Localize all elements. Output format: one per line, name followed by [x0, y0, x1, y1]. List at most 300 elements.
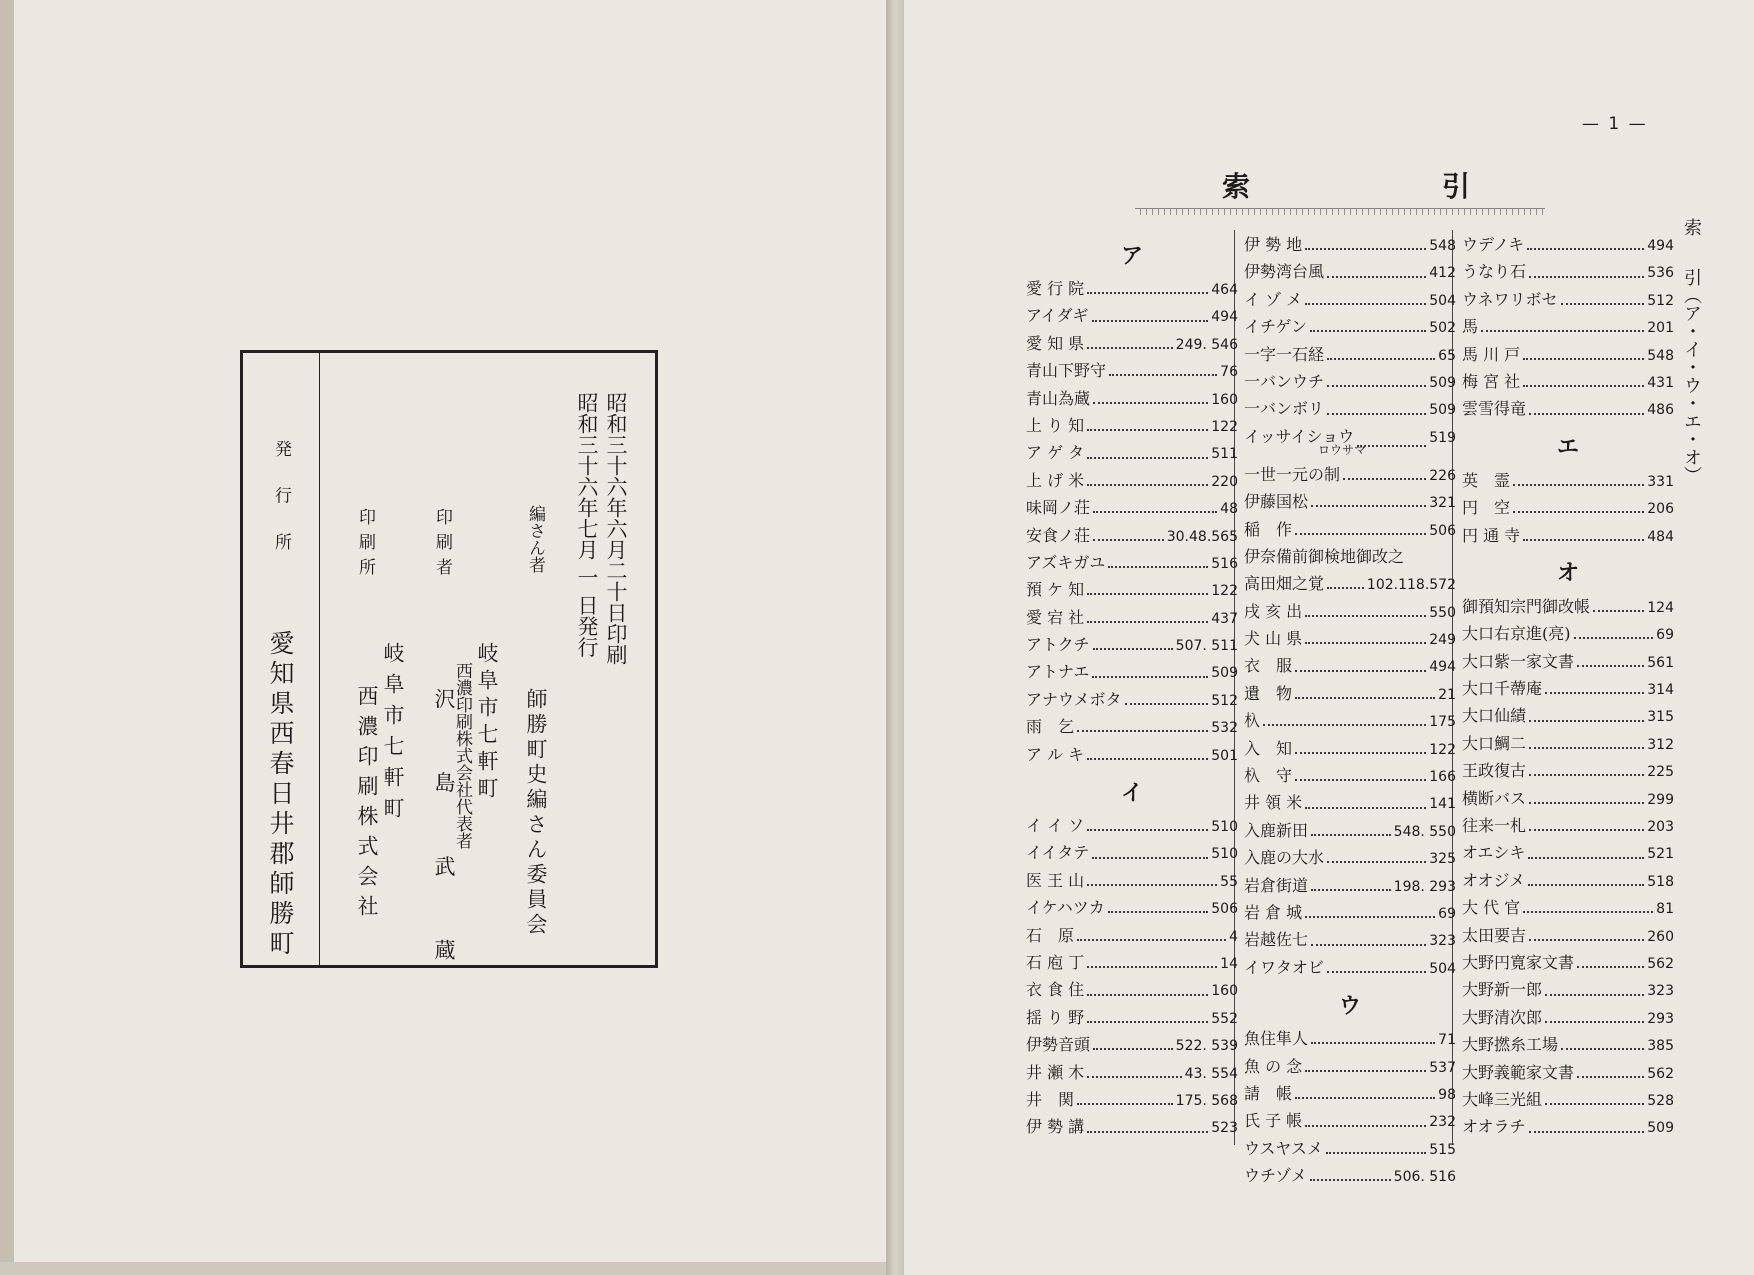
- dot-leader: [1305, 302, 1426, 305]
- dot-leader: [1305, 614, 1426, 617]
- entry-page: 385: [1647, 1038, 1674, 1055]
- entry-page: 206: [1647, 501, 1674, 518]
- entry-term: 犬 山 県: [1244, 629, 1303, 649]
- dot-leader: [1523, 910, 1653, 913]
- index-entry: [1026, 840, 1238, 867]
- dot-leader: [1529, 275, 1644, 278]
- dot-leader: [1087, 1130, 1208, 1133]
- entry-term: 伊奈備前御検地御改之: [1244, 546, 1405, 566]
- entry-term: 井 領 米: [1244, 793, 1303, 813]
- index-entry: [1244, 790, 1456, 817]
- dot-leader: [1093, 1047, 1173, 1050]
- printshop-address: 岐阜市七軒町: [381, 642, 405, 828]
- dot-leader: [1087, 428, 1208, 431]
- entry-page: 4: [1229, 928, 1238, 945]
- entry-page: 76: [1220, 364, 1238, 381]
- dot-leader: [1577, 1075, 1644, 1078]
- dot-leader: [1529, 719, 1644, 722]
- index-entry: [1244, 626, 1456, 653]
- index-entry: [1244, 571, 1456, 598]
- entry-term: 大口千蔕庵: [1462, 679, 1543, 699]
- index-entry: [1026, 895, 1238, 922]
- dot-leader: [1561, 302, 1645, 305]
- entry-page: 203: [1647, 819, 1674, 836]
- index-entry: [1244, 818, 1456, 845]
- entry-page: 201: [1647, 320, 1674, 337]
- entry-term: 入鹿新田: [1244, 820, 1309, 840]
- dot-leader: [1087, 757, 1208, 760]
- dot-leader: [1327, 384, 1426, 387]
- index-entry: [1026, 303, 1238, 330]
- section-heading: オ: [1556, 561, 1579, 587]
- index-entry: [1244, 1081, 1456, 1108]
- index-entry: [1026, 276, 1238, 303]
- editor-label: 編さん者: [525, 505, 545, 573]
- dot-leader: [1574, 636, 1654, 639]
- entry-term: 杁: [1244, 711, 1261, 731]
- entry-page: 516: [1211, 555, 1238, 572]
- entry-term: 魚 の 念: [1244, 1056, 1303, 1076]
- index-entry: [1244, 489, 1456, 516]
- index-entry: [1462, 1114, 1674, 1141]
- dot-leader: [1311, 1041, 1435, 1044]
- dot-leader: [1295, 696, 1435, 699]
- entry-term: 石 原: [1026, 925, 1075, 945]
- entry-term: 預 ケ 知: [1026, 580, 1085, 600]
- index-entry: [1462, 523, 1674, 550]
- entry-page: 509: [1429, 374, 1456, 391]
- entry-page: 98: [1438, 1086, 1456, 1103]
- entry-page: 124: [1647, 599, 1674, 616]
- entry-page: 509: [1429, 402, 1456, 419]
- dot-leader: [1513, 483, 1644, 486]
- entry-page: 175. 568: [1175, 1092, 1238, 1109]
- dot-leader: [1087, 828, 1208, 831]
- entry-page: 494: [1647, 238, 1674, 254]
- entry-page: 494: [1211, 309, 1238, 326]
- entry-page: 561: [1647, 654, 1674, 671]
- dot-leader: [1305, 247, 1426, 250]
- entry-term: 大口鯛二: [1462, 733, 1527, 753]
- index-entry: [1244, 1163, 1456, 1190]
- entry-term: 上 り 知: [1026, 415, 1085, 435]
- publisher-name: 愛知県西春日井郡師勝町: [266, 630, 295, 960]
- entry-page: 437: [1211, 610, 1238, 627]
- entry-term: アズキガユ: [1026, 552, 1106, 572]
- index-entry: [1026, 358, 1238, 385]
- publisher-label: 発 行 所: [271, 440, 291, 562]
- dot-leader: [1087, 993, 1208, 996]
- index-entry: [1026, 1032, 1238, 1059]
- index-entry: [1462, 287, 1674, 314]
- entry-term: 衣 食 住: [1026, 980, 1085, 1000]
- entry-page: 562: [1647, 1065, 1674, 1082]
- entry-term: 大野円寛家文書: [1462, 952, 1575, 972]
- index-entry: [1244, 424, 1456, 462]
- entry-page: 550: [1429, 604, 1456, 621]
- entry-page: 511: [1211, 446, 1238, 463]
- dot-leader: [1087, 620, 1208, 623]
- entry-term: 稲 作: [1244, 519, 1293, 539]
- entry-term: 井 瀬 木: [1026, 1062, 1085, 1082]
- entry-page: 548: [1429, 238, 1456, 254]
- dot-leader: [1545, 1102, 1644, 1105]
- entry-page: 484: [1647, 528, 1674, 545]
- index-entry: [1026, 495, 1238, 522]
- entry-term: 青山為蔵: [1026, 388, 1091, 408]
- entry-term: 味岡ノ荘: [1026, 498, 1091, 518]
- entry-term: 一バンウチ: [1244, 371, 1325, 391]
- entry-term: 円 空: [1462, 498, 1511, 518]
- entry-page: 548. 550: [1393, 823, 1456, 840]
- index-entry: [1462, 786, 1674, 813]
- entry-term: オオラチ: [1462, 1117, 1526, 1137]
- entry-term: ウネワリボセ: [1462, 289, 1558, 309]
- index-entry: [1244, 873, 1456, 900]
- dot-leader: [1108, 910, 1209, 913]
- entry-term: 魚住隼人: [1244, 1029, 1309, 1049]
- title-rule: [1135, 208, 1545, 215]
- entry-term: 上 げ 米: [1026, 470, 1085, 490]
- entry-page: 260: [1647, 928, 1674, 945]
- dot-leader: [1077, 938, 1226, 941]
- index-title: [1130, 165, 1550, 205]
- entry-page: 160: [1211, 983, 1238, 1000]
- dot-leader: [1093, 510, 1217, 513]
- index-entry: [1244, 314, 1456, 341]
- printer-address: 岐阜市七軒町: [475, 642, 499, 804]
- index-entry: [1462, 621, 1674, 648]
- index-entry: [1026, 440, 1238, 467]
- entry-page: 198. 293: [1393, 878, 1456, 895]
- entry-term: 安食ノ荘: [1026, 525, 1091, 545]
- dot-leader: [1529, 412, 1644, 415]
- book-edge: [0, 1262, 892, 1275]
- index-column-1: [1026, 232, 1238, 1142]
- index-entry: [1026, 868, 1238, 895]
- dot-leader: [1125, 702, 1209, 705]
- dot-leader: [1108, 565, 1208, 568]
- entry-term: ア ル キ: [1026, 744, 1085, 764]
- entry-term: 大野清次郎: [1462, 1007, 1543, 1027]
- index-entry: [1462, 895, 1674, 922]
- dot-leader: [1545, 691, 1644, 694]
- index-entry: [1244, 736, 1456, 763]
- entry-page: 226: [1429, 467, 1456, 484]
- dot-leader: [1529, 828, 1644, 831]
- entry-page: 519: [1429, 429, 1456, 446]
- entry-page: 69: [1656, 627, 1674, 644]
- dot-leader: [1305, 641, 1426, 644]
- index-entry: [1026, 1005, 1238, 1032]
- dot-leader: [1311, 504, 1426, 507]
- entry-page: 249. 546: [1175, 336, 1238, 353]
- index-title-char-2: 引: [1442, 170, 1471, 203]
- entry-term: 岩 倉 城: [1244, 902, 1303, 922]
- entry-page: 249: [1429, 632, 1456, 649]
- entry-term: 一字一石経: [1244, 344, 1325, 364]
- entry-term: 大口紫一家文書: [1462, 651, 1575, 671]
- entry-page: 65: [1438, 347, 1456, 364]
- index-entry: [1462, 950, 1674, 977]
- index-entry: [1462, 468, 1674, 495]
- index-entry: [1462, 1060, 1674, 1087]
- entry-page: 160: [1211, 391, 1238, 408]
- index-entry: [1462, 342, 1674, 369]
- entry-page: 548: [1647, 347, 1674, 364]
- entry-term: 愛 宕 社: [1026, 607, 1085, 627]
- entry-page: 506. 516: [1393, 1169, 1456, 1186]
- dot-leader: [1529, 801, 1644, 804]
- index-entry: [1462, 314, 1674, 341]
- dot-leader: [1305, 806, 1426, 809]
- dot-leader: [1481, 329, 1644, 332]
- page-number: — 1 —: [1582, 114, 1648, 134]
- index-entry: [1244, 232, 1456, 259]
- dot-leader: [1310, 1178, 1391, 1181]
- index-entry: [1244, 1108, 1456, 1135]
- dot-leader: [1529, 1130, 1645, 1133]
- index-entry: [1026, 605, 1238, 632]
- dot-leader: [1077, 1102, 1173, 1105]
- index-title-char-1: 索: [1222, 170, 1251, 203]
- index-entry: [1244, 462, 1456, 489]
- issue-date: 昭和三十六年七月 一 日発行: [575, 392, 599, 658]
- entry-term: ア ゲ タ: [1026, 443, 1085, 463]
- dot-leader: [1545, 993, 1644, 996]
- dot-leader: [1087, 1075, 1181, 1078]
- dot-leader: [1523, 538, 1644, 541]
- index-entry: [1244, 287, 1456, 314]
- index-entry: [1462, 758, 1674, 785]
- index-entry: [1462, 649, 1674, 676]
- entry-term: アナウメボタ: [1026, 689, 1122, 709]
- entry-term: イケハツカ: [1026, 898, 1105, 918]
- dot-leader: [1087, 291, 1208, 294]
- entry-term: 大口仙績: [1462, 706, 1527, 726]
- entry-term: ウデノキ: [1462, 235, 1525, 254]
- dot-leader: [1092, 319, 1209, 322]
- dot-leader: [1087, 592, 1208, 595]
- section-heading: エ: [1556, 435, 1579, 461]
- section-heading: ア: [1120, 243, 1143, 269]
- dot-leader: [1593, 609, 1644, 612]
- index-entry: [1244, 1026, 1456, 1053]
- entry-page: 225: [1647, 764, 1674, 781]
- entry-term: 雲雪得竜: [1462, 399, 1527, 419]
- index-entry: [1462, 840, 1674, 867]
- dot-leader: [1311, 888, 1391, 891]
- entry-term: 愛 行 院: [1026, 279, 1085, 298]
- dot-leader: [1311, 943, 1426, 946]
- entry-page: 501: [1211, 747, 1238, 764]
- dot-leader: [1305, 915, 1435, 918]
- entry-term: イ イ ソ: [1026, 816, 1085, 836]
- entry-term: 伊 勢 地: [1244, 235, 1303, 254]
- entry-page: 71: [1438, 1032, 1456, 1049]
- entry-term: アトナエ: [1026, 662, 1090, 682]
- entry-page: 532: [1211, 720, 1238, 737]
- entry-page: 122: [1211, 418, 1238, 435]
- dot-leader: [1327, 970, 1426, 973]
- dot-leader: [1087, 483, 1208, 486]
- index-entry: [1462, 1005, 1674, 1032]
- dot-leader: [1305, 1069, 1426, 1072]
- editor-name: 師勝町史編さん委員会: [524, 688, 548, 938]
- entry-term: 衣 服: [1244, 656, 1293, 676]
- index-entry: [1462, 259, 1674, 286]
- dot-leader: [1087, 456, 1208, 459]
- entry-page: 412: [1429, 265, 1456, 282]
- index-entry: [1462, 813, 1674, 840]
- entry-page: 299: [1647, 791, 1674, 808]
- printshop-name: 西濃印刷株式会社: [355, 685, 379, 925]
- dot-leader: [1327, 357, 1435, 360]
- printer-company: 西濃印刷株式会社代表者: [452, 662, 472, 849]
- dot-leader: [1529, 938, 1644, 941]
- index-entry: [1026, 687, 1238, 714]
- dot-leader: [1093, 647, 1173, 650]
- entry-page: 512: [1647, 292, 1674, 309]
- entry-term: 大野撚糸工場: [1462, 1035, 1559, 1055]
- entry-page: 141: [1429, 796, 1456, 813]
- entry-page: 512: [1211, 692, 1238, 709]
- dot-leader: [1561, 1047, 1644, 1050]
- index-entry: [1026, 950, 1238, 977]
- dot-leader: [1295, 669, 1426, 672]
- index-entry: [1462, 703, 1674, 730]
- entry-term: イッサイショウ: [1244, 426, 1355, 446]
- index-entry: [1244, 544, 1456, 571]
- index-entry: [1026, 1087, 1238, 1114]
- index-column-2: [1244, 232, 1456, 1191]
- index-entry: [1026, 977, 1238, 1004]
- dot-leader: [1357, 444, 1426, 447]
- entry-page: 175: [1429, 714, 1456, 731]
- entry-page: 315: [1647, 709, 1674, 726]
- side-label-top: 索: [1681, 218, 1702, 236]
- index-entry: [1026, 413, 1238, 440]
- dot-leader: [1311, 833, 1391, 836]
- entry-term: 岩倉街道: [1244, 875, 1309, 895]
- dot-leader: [1577, 664, 1644, 667]
- entry-page: 232: [1429, 1114, 1456, 1131]
- entry-term: イ ゾ メ: [1244, 289, 1303, 309]
- entry-term: 大口右京進(亮): [1462, 624, 1571, 644]
- entry-term: 青山下野守: [1026, 361, 1107, 381]
- entry-term: 雨 乞: [1026, 717, 1075, 737]
- entry-term: 伊藤国松: [1244, 492, 1309, 512]
- index-entry: [1244, 653, 1456, 680]
- entry-page: 122: [1429, 741, 1456, 758]
- dot-leader: [1263, 723, 1426, 726]
- book-gutter: [886, 0, 904, 1275]
- entry-page: 506: [1211, 901, 1238, 918]
- entry-term: 医 王 山: [1026, 870, 1085, 890]
- dot-leader: [1529, 773, 1644, 776]
- section-heading: イ: [1120, 780, 1143, 806]
- dot-leader: [1327, 860, 1426, 863]
- dot-leader: [1295, 751, 1426, 754]
- entry-subreading: ロウサマ: [1318, 442, 1367, 457]
- entry-term: 遺 物: [1244, 683, 1293, 703]
- entry-page: 537: [1429, 1059, 1456, 1076]
- index-entry: [1462, 676, 1674, 703]
- entry-term: 大野義範家文書: [1462, 1062, 1575, 1082]
- entry-page: 521: [1647, 846, 1674, 863]
- entry-term: 馬 川 戸: [1462, 344, 1521, 364]
- entry-term: 揺 り 野: [1026, 1007, 1085, 1027]
- index-entry: [1462, 232, 1674, 259]
- dot-leader: [1087, 346, 1172, 349]
- index-entry: [1462, 396, 1674, 423]
- print-date: 昭和三十六年六月二十日印刷: [604, 392, 628, 665]
- entry-term: 井 関: [1026, 1089, 1075, 1109]
- dot-leader: [1109, 373, 1217, 376]
- index-entry: [1462, 594, 1674, 621]
- entry-page: 510: [1211, 846, 1238, 863]
- dot-leader: [1513, 510, 1644, 513]
- entry-page: 166: [1429, 769, 1456, 786]
- entry-page: 81: [1656, 901, 1674, 918]
- entry-term: 横断バス: [1462, 788, 1527, 808]
- entry-term: 伊 勢 講: [1026, 1117, 1085, 1137]
- index-entry: [1026, 1060, 1238, 1087]
- dot-leader: [1087, 1020, 1208, 1023]
- entry-term: 一バンボリ: [1244, 399, 1325, 419]
- entry-term: ウチゾメ: [1244, 1166, 1307, 1186]
- entry-page: 314: [1647, 682, 1674, 699]
- entry-term: うなり石: [1462, 262, 1527, 282]
- entry-page: 504: [1429, 292, 1456, 309]
- entry-page: 494: [1429, 659, 1456, 676]
- entry-page: 48: [1220, 501, 1238, 518]
- entry-page: 509: [1211, 665, 1238, 682]
- entry-page: 464: [1211, 282, 1238, 298]
- entry-term: オエシキ: [1462, 843, 1526, 863]
- entry-page: 122: [1211, 583, 1238, 600]
- entry-page: 312: [1647, 736, 1674, 753]
- entry-page: 293: [1647, 1010, 1674, 1027]
- entry-page: 562: [1647, 955, 1674, 972]
- index-entry: [1244, 1136, 1456, 1163]
- entry-term: 氏 子 帳: [1244, 1111, 1303, 1131]
- index-entry: [1026, 659, 1238, 686]
- dot-leader: [1295, 1096, 1435, 1099]
- entry-page: 507. 511: [1175, 638, 1238, 655]
- entry-page: 331: [1647, 473, 1674, 490]
- dot-leader: [1545, 1020, 1644, 1023]
- entry-page: 552: [1211, 1010, 1238, 1027]
- dot-leader: [1577, 965, 1644, 968]
- entry-page: 515: [1429, 1141, 1456, 1158]
- entry-page: 69: [1438, 905, 1456, 922]
- section-heading: ウ: [1338, 993, 1361, 1019]
- dot-leader: [1087, 965, 1217, 968]
- index-entry: [1026, 386, 1238, 413]
- entry-page: 321: [1429, 495, 1456, 512]
- entry-term: 大峰三光組: [1462, 1089, 1543, 1109]
- entry-term: 大 代 官: [1462, 898, 1521, 918]
- index-entry: [1462, 868, 1674, 895]
- entry-term: 御預知宗門御改帳: [1462, 596, 1591, 616]
- entry-term: 一世一元の制: [1244, 464, 1341, 484]
- dot-leader: [1092, 856, 1208, 859]
- entry-page: 323: [1647, 983, 1674, 1000]
- entry-term: 円 通 寺: [1462, 525, 1521, 545]
- printer-label: 印刷者: [432, 508, 452, 583]
- side-label-bottom: 引（ア・イ・ウ・エ・オ）: [1681, 268, 1702, 484]
